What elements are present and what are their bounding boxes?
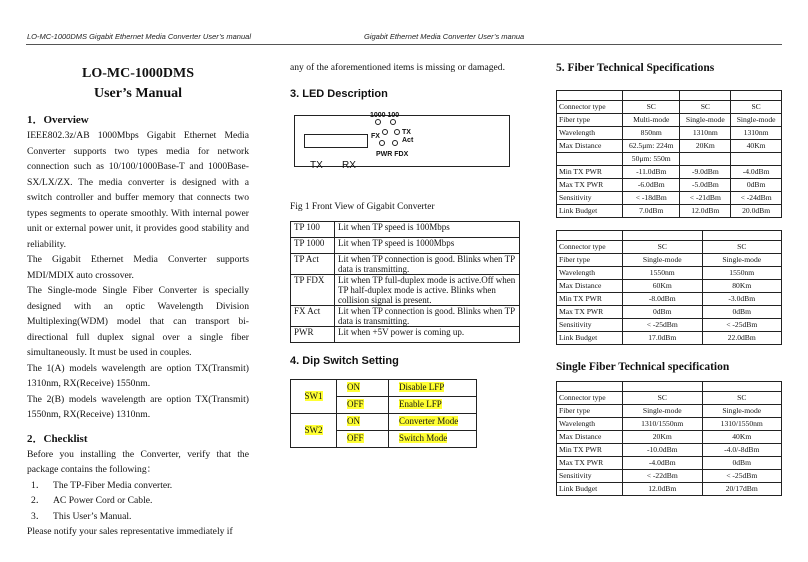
- table-row: [557, 280, 782, 293]
- spec-value-cell: 1310/1550nm: [702, 418, 782, 431]
- table-row: [557, 444, 782, 457]
- spec-value-cell: < -18dBm: [623, 192, 680, 205]
- overview-heading: 1．Overview: [27, 114, 89, 126]
- led-fx-icon: [383, 129, 388, 134]
- table-row: [557, 205, 782, 218]
- spec-label-cell: Sensitivity: [557, 192, 623, 205]
- spec-value-cell: 1310nm: [731, 127, 782, 140]
- spec-value-cell: < -25dBm: [702, 470, 782, 483]
- checklist-heading: 2．Checklist: [27, 432, 88, 445]
- spec-value-cell: 850nm: [623, 127, 680, 140]
- spec-value-cell: 80Km: [702, 280, 782, 293]
- spec-value-cell: SC: [623, 392, 703, 405]
- table-row: [557, 431, 782, 444]
- spec-value-cell: 22.0dBm: [702, 332, 782, 345]
- led-100-icon: [391, 119, 396, 124]
- spec-value-cell: -9.0dBm: [680, 166, 731, 179]
- led-label-act: Act: [402, 136, 414, 144]
- spec-value-cell: SC: [623, 241, 703, 254]
- list-item: 2． AC Power Cord or Cable.: [31, 495, 153, 506]
- column-middle: [290, 60, 520, 448]
- spec-value-cell: 62.5μm: 224m: [623, 140, 680, 153]
- spec-value-cell: SC: [731, 101, 782, 114]
- sw2-label: SW2: [304, 424, 323, 435]
- led-label-tx: TX: [402, 128, 411, 136]
- spec-value-cell: -4.0dBm: [731, 166, 782, 179]
- spec-label-cell: Min TX PWR: [557, 166, 623, 179]
- spec-value-cell: SC: [680, 101, 731, 114]
- table-row: [557, 332, 782, 345]
- spec-value-cell: Multi-mode: [623, 114, 680, 127]
- table-row: FX Act Lit when TP connection is good. Blinks when TP data is transmitting.: [291, 306, 520, 327]
- spec-value-cell: 0dBm: [702, 457, 782, 470]
- spec-label-cell: Sensitivity: [557, 470, 623, 483]
- continued-paragraph: any of the aforementioned items is missing or damaged.: [290, 62, 506, 73]
- table-row: [557, 293, 782, 306]
- spec-label-cell: Wavelength: [557, 127, 623, 140]
- spec-label-cell: Connector type: [557, 241, 623, 254]
- manual-subtitle: User’s Manual: [93, 86, 182, 101]
- spec-label-cell: Min TX PWR: [557, 293, 623, 306]
- table-row: [557, 231, 782, 241]
- overview-paragraph: The 2(B) models wavelength are option TX(Transmit) 1550nm, RX(Receive) 1310nm.: [27, 393, 249, 420]
- table-row: [557, 254, 782, 267]
- table-row: [557, 267, 782, 280]
- spec-value-cell: 0dBm: [623, 306, 703, 319]
- overview-paragraph: The Single-mode Single Fiber Converter is specially designed with an optic Wavelength Division Multiplexing(WDM) model that can transport bi-directional full duplex signal over a single fiber simultaneously. It must be used in couples.: [27, 285, 249, 358]
- spec-label-cell: Max TX PWR: [557, 179, 623, 192]
- dip-switch-table: [290, 379, 477, 448]
- spec-value-cell: -8.0dBm: [623, 293, 703, 306]
- spec-value-cell: [731, 153, 782, 166]
- spec-value-cell: < -24dBm: [731, 192, 782, 205]
- table-row: TP FDX Lit when TP full-duplex mode is active.Off when TP half-duplex mode is active. Blinks when collision signal is present.: [291, 275, 520, 306]
- column-left: [27, 58, 249, 540]
- spec-value-cell: < -21dBm: [680, 192, 731, 205]
- table-row: [557, 91, 782, 101]
- spec-value-cell: Single-mode: [731, 114, 782, 127]
- spec-value-cell: SC: [623, 101, 680, 114]
- spec-value-cell: -10.0dBm: [623, 444, 703, 457]
- fiber-spec-table-1: [556, 90, 782, 218]
- table-row: [557, 483, 782, 496]
- led-heading: 3. LED Description: [290, 87, 388, 100]
- led-fdx-icon: [393, 140, 398, 145]
- spec-value-cell: Single-mode: [680, 114, 731, 127]
- table-row: [557, 101, 782, 114]
- spec-value-cell: Single-mode: [623, 254, 703, 267]
- spec-value-cell: < -25dBm: [623, 319, 703, 332]
- spec-value-cell: 12.0dBm: [680, 205, 731, 218]
- led-table: [290, 221, 520, 343]
- table-row: [557, 179, 782, 192]
- spec-value-cell: 1550nm: [623, 267, 703, 280]
- spec-value-cell: Single-mode: [623, 405, 703, 418]
- spec-label-cell: [557, 153, 623, 166]
- spec-label-cell: Max TX PWR: [557, 457, 623, 470]
- led-label-speed: 1000 100: [370, 111, 400, 119]
- table-row: SW2 ON Converter Mode: [291, 414, 477, 431]
- spec-value-cell: -5.0dBm: [680, 179, 731, 192]
- spec-value-cell: 1310/1550nm: [623, 418, 703, 431]
- spec-value-cell: < -22dBm: [623, 470, 703, 483]
- table-row: [557, 470, 782, 483]
- spec-value-cell: 0dBm: [731, 179, 782, 192]
- table-row: [557, 192, 782, 205]
- spec-value-cell: 0dBm: [702, 306, 782, 319]
- table-row: SW1 ON Disable LFP: [291, 380, 477, 397]
- led-label-fx: FX: [371, 132, 380, 140]
- spec-value-cell: 20.0dBm: [731, 205, 782, 218]
- table-row: [557, 166, 782, 179]
- spec-label-cell: Link Budget: [557, 332, 623, 345]
- figure-caption: Fig 1 Front View of Gigabit Converter: [290, 201, 435, 212]
- led-label-pwr-fdx: PWR FDX: [376, 150, 409, 158]
- spec-value-cell: 20Km: [623, 431, 703, 444]
- table-row: [557, 392, 782, 405]
- column-right: [556, 60, 782, 496]
- spec-label-cell: Wavelength: [557, 267, 623, 280]
- spec-value-cell: -4.0/-8dBm: [702, 444, 782, 457]
- spec-value-cell: -4.0dBm: [623, 457, 703, 470]
- single-fiber-heading: Single Fiber Technical specification: [556, 361, 730, 373]
- spec-value-cell: 17.0dBm: [623, 332, 703, 345]
- fiber-spec-heading: 5. Fiber Technical Specifications: [556, 62, 715, 74]
- running-header-left: LO-MC-1000DMS Gigabit Ethernet Media Converter User’s manual: [27, 32, 251, 41]
- led-tx-act-icon: [395, 129, 400, 134]
- spec-value-cell: [680, 153, 731, 166]
- spec-label-cell: Fiber type: [557, 114, 623, 127]
- front-view-figure: [290, 102, 520, 192]
- spec-label-cell: Max Distance: [557, 280, 623, 293]
- overview-paragraph: IEEE802.3z/AB 1000Mbps Gigabit Ethernet Media Converter supports two types media for network connection such as 10/100/1000Base-T and 1000Base-SX/LX/ZX. The media converter is designed with a switch controller and buffer memory that connects two types segments to operate smoothly. With internal power unit or external power unit, it provides good stability and reliability.: [27, 130, 249, 250]
- fiber-spec-table-2: [556, 230, 782, 345]
- spec-value-cell: Single-mode: [702, 254, 782, 267]
- spec-value-cell: 40Km: [731, 140, 782, 153]
- table-row: TP 100 Lit when TP speed is 100Mbps: [291, 222, 520, 238]
- table-row: [557, 114, 782, 127]
- list-item: 1． The TP-Fiber Media converter.: [31, 479, 173, 491]
- spec-label-cell: Link Budget: [557, 483, 623, 496]
- table-row: [557, 241, 782, 254]
- port-label-tx: TX: [310, 159, 323, 171]
- spec-label-cell: Fiber type: [557, 405, 623, 418]
- checklist-note: Please notify your sales representative immediately if: [27, 526, 233, 537]
- spec-label-cell: Link Budget: [557, 205, 623, 218]
- spec-value-cell: SC: [702, 392, 782, 405]
- spec-value-cell: Single-mode: [702, 405, 782, 418]
- spec-value-cell: 20Km: [680, 140, 731, 153]
- spec-label-cell: Connector type: [557, 392, 623, 405]
- led-1000-icon: [376, 119, 381, 124]
- spec-value-cell: -3.0dBm: [702, 293, 782, 306]
- table-row: OFF Switch Mode: [291, 431, 477, 448]
- header-rule: [26, 44, 782, 45]
- spec-value-cell: -6.0dBm: [623, 179, 680, 192]
- spec-label-cell: Max Distance: [557, 431, 623, 444]
- table-row: [557, 457, 782, 470]
- table-row: [557, 153, 782, 166]
- overview-paragraph: The 1(A) models wavelength are option TX(Transmit) 1310nm, RX(Receive) 1550nm.: [27, 362, 249, 389]
- port-outline: [304, 134, 368, 148]
- spec-label-cell: Max TX PWR: [557, 306, 623, 319]
- table-row: [557, 382, 782, 392]
- running-header-center: Gigabit Ethernet Media Converter User’s manua: [364, 32, 525, 41]
- spec-value-cell: 40Km: [702, 431, 782, 444]
- spec-label-cell: Connector type: [557, 101, 623, 114]
- manual-title: LO-MC-1000DMS: [82, 66, 194, 81]
- table-row: [557, 418, 782, 431]
- table-row: [557, 127, 782, 140]
- port-label-rx: RX: [342, 159, 356, 171]
- table-row: TP Act Lit when TP connection is good. Blinks when TP data is transmitting.: [291, 254, 520, 275]
- spec-value-cell: 20/17dBm: [702, 483, 782, 496]
- spec-value-cell: 12.0dBm: [623, 483, 703, 496]
- single-fiber-spec-table: [556, 381, 782, 496]
- table-row: OFF Enable LFP: [291, 397, 477, 414]
- spec-value-cell: 50μm: 550m: [623, 153, 680, 166]
- table-row: [557, 140, 782, 153]
- table-row: [557, 306, 782, 319]
- spec-value-cell: < -25dBm: [702, 319, 782, 332]
- spec-value-cell: 60Km: [623, 280, 703, 293]
- checklist-intro: Before you installing the Converter, verify that the package contains the following：: [27, 448, 249, 475]
- list-item: 3． This User’s Manual.: [31, 510, 132, 522]
- spec-value-cell: SC: [702, 241, 782, 254]
- spec-value-cell: 1550nm: [702, 267, 782, 280]
- table-row: PWR Lit when +5V power is coming up.: [291, 327, 520, 343]
- spec-label-cell: Wavelength: [557, 418, 623, 431]
- table-row: [557, 319, 782, 332]
- spec-label-cell: Max Distance: [557, 140, 623, 153]
- spec-label-cell: Sensitivity: [557, 319, 623, 332]
- sw1-label: SW1: [304, 390, 323, 401]
- table-row: TP 1000 Lit when TP speed is 1000Mbps: [291, 238, 520, 254]
- spec-value-cell: -11.0dBm: [623, 166, 680, 179]
- spec-label-cell: Min TX PWR: [557, 444, 623, 457]
- table-row: [557, 405, 782, 418]
- led-pwr-icon: [380, 140, 385, 145]
- overview-paragraph: The Gigabit Ethernet Media Converter supports MDI/MDIX auto crossover.: [27, 254, 249, 281]
- dip-heading: 4. Dip Switch Setting: [290, 355, 399, 367]
- spec-value-cell: 1310nm: [680, 127, 731, 140]
- spec-label-cell: Fiber type: [557, 254, 623, 267]
- spec-value-cell: 7.0dBm: [623, 205, 680, 218]
